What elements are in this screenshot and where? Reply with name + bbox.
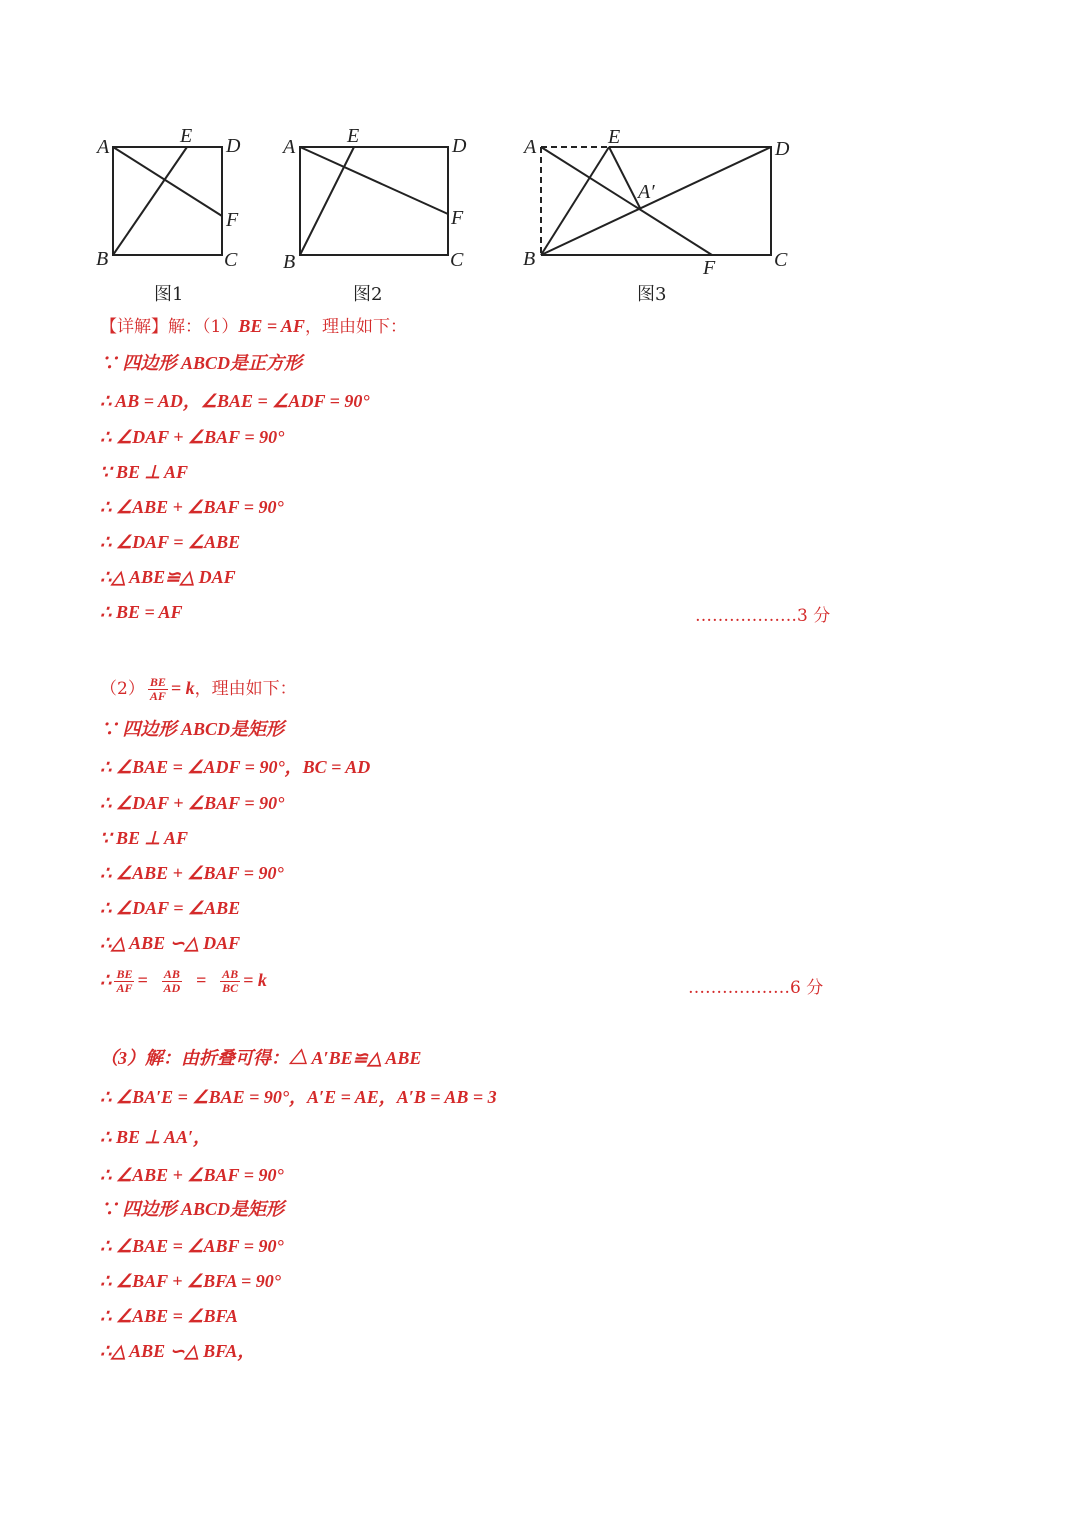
part3-line: ∴ ∠BAF + ∠BFA = 90°: [100, 1271, 282, 1291]
fraction-denominator: AD: [163, 981, 181, 995]
fraction-denominator: AF: [149, 689, 166, 703]
fig2-label-F: F: [451, 207, 464, 229]
fig3-label-D: D: [775, 138, 790, 160]
fig3-caption: 图3: [637, 284, 667, 305]
final-equals-k: = k: [243, 970, 267, 990]
figure-3: [515, 120, 805, 400]
part1-line: ∴ ∠DAF = ∠ABE: [100, 532, 241, 552]
part1-line: ∴ AB = AD，∠BAE = ∠ADF = 90°: [100, 391, 370, 411]
fig3-label-A-prime: A′: [638, 181, 655, 203]
fig1-caption: 图1: [154, 284, 184, 305]
part2-header-tail: ，理由如下：: [194, 679, 297, 699]
part2-final-line: [100, 968, 267, 995]
fig1-square: [113, 147, 222, 255]
equals-sign: =: [196, 970, 207, 990]
final-fraction-1: [114, 968, 134, 995]
final-fraction-3: [220, 968, 240, 995]
fraction-numerator: BE: [116, 967, 133, 981]
part3-line: ∴ ∠ABE = ∠BFA: [100, 1306, 238, 1326]
part2-line: ∴△ ABE ∽△ DAF: [100, 933, 241, 953]
fig1-label-E: E: [180, 125, 193, 147]
part3-line: （3）解：由折叠可得：△ A′BE≌△ ABE: [100, 1048, 422, 1068]
fig1-label-F: F: [226, 209, 239, 231]
fig2-label-D: D: [452, 135, 467, 157]
part1-line: ∴△ ABE≌△ DAF: [100, 567, 236, 587]
part3-line: ∴ ∠BA′E = ∠BAE = 90°，A′E = AE，A′B = AB = 3: [100, 1087, 497, 1107]
fig2-segment-BE: [300, 147, 354, 255]
detail-bracket-label: 【详解】: [100, 317, 168, 337]
part2-line: ∴ ∠DAF = ∠ABE: [100, 898, 241, 918]
part1-line: ∴ ∠ABE + ∠BAF = 90°: [100, 497, 284, 517]
part1-header-math: BE = AF: [238, 316, 305, 336]
fig3-label-A: A: [524, 136, 537, 158]
fig2-rectangle: [300, 147, 448, 255]
part3-line: ∴ BE ⊥ AA′，: [100, 1127, 212, 1147]
part2-line: ∴ ∠DAF + ∠BAF = 90°: [100, 793, 285, 813]
fig2-segment-AF: [300, 147, 448, 214]
fraction-numerator: AB: [162, 968, 183, 982]
part2-line: ∴ ∠BAE = ∠ADF = 90°，BC = AD: [100, 757, 371, 777]
fig3-label-B: B: [523, 248, 536, 270]
part3-line: ∵ 四边形 ABCD是矩形: [100, 1199, 285, 1219]
part3-line: ∴△ ABE ∽△ BFA，: [100, 1341, 256, 1361]
part1-header-tail: ，理由如下：: [304, 317, 407, 337]
equals-sign: =: [137, 970, 148, 990]
part2-final-prefix: ∴: [100, 970, 112, 990]
fig1-label-C: C: [224, 249, 238, 271]
fraction-denominator: BC: [222, 981, 239, 995]
fig1-segment-AF: [113, 147, 222, 216]
fig2-label-C: C: [450, 249, 464, 271]
part3-line: ∴ ∠BAE = ∠ABF = 90°: [100, 1236, 284, 1256]
part1-line: ∵ 四边形 ABCD是正方形: [100, 353, 303, 373]
part2-score: ………………6 分: [688, 978, 824, 998]
part1-header: [100, 315, 407, 338]
part2-header-fraction: [148, 676, 168, 703]
fraction-denominator: AF: [116, 981, 133, 995]
fig3-label-E: E: [608, 126, 621, 148]
fig3-label-C: C: [774, 249, 788, 271]
fig1-label-D: D: [226, 135, 241, 157]
fig3-segment-AF: [541, 147, 712, 255]
part1-line: ∵ BE ⊥ AF: [100, 462, 188, 482]
figure-2: [275, 120, 495, 400]
part2-prefix: （2）: [100, 679, 145, 699]
part2-header-math: = k: [170, 678, 195, 698]
part1-score: ………………3 分: [695, 606, 831, 626]
fig2-label-A: A: [283, 136, 296, 158]
fig3-label-F: F: [703, 257, 716, 279]
part2-line: ∵ BE ⊥ AF: [100, 828, 188, 848]
part2-line: ∴ ∠ABE + ∠BAF = 90°: [100, 863, 284, 883]
final-fraction-2: [162, 968, 183, 995]
fig1-label-B: B: [96, 248, 109, 270]
part1-line: ∴ ∠DAF + ∠BAF = 90°: [100, 427, 285, 447]
part3-line: ∴ ∠ABE + ∠BAF = 90°: [100, 1165, 284, 1185]
part1-header-text: 解：（1）: [168, 317, 239, 337]
fig1-label-A: A: [97, 136, 110, 158]
fig2-caption: 图2: [353, 284, 383, 305]
part1-line: ∴ BE = AF: [100, 602, 183, 622]
fraction-numerator: AB: [222, 967, 239, 981]
fraction-numerator: BE: [149, 675, 166, 689]
fig2-label-B: B: [283, 251, 296, 273]
fig2-label-E: E: [347, 125, 360, 147]
part2-line: ∵ 四边形 ABCD是矩形: [100, 719, 285, 739]
fig1-segment-BE: [113, 147, 187, 255]
part2-header: [100, 676, 297, 703]
